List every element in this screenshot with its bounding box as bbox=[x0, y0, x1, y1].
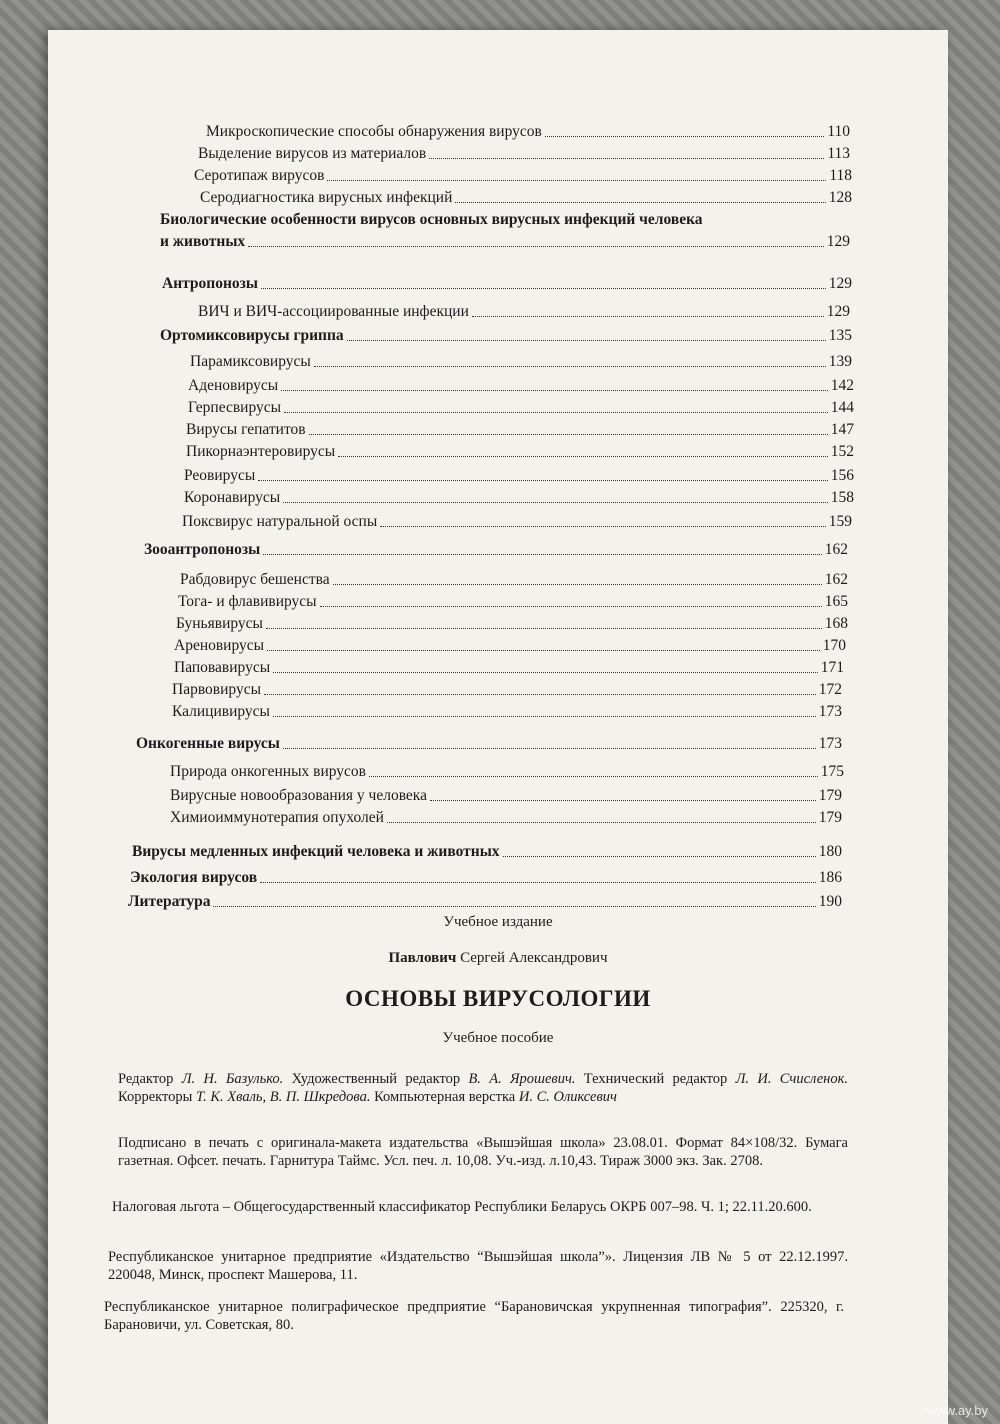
toc-leader-dots bbox=[380, 526, 826, 527]
staff-name: Л. Н. Базулько. bbox=[181, 1071, 284, 1087]
toc-leader-dots bbox=[273, 716, 816, 717]
toc-entry-label: Поксвирус натуральной оспы bbox=[182, 513, 378, 530]
toc-entry-label: Ортомиксовирусы гриппа bbox=[160, 327, 344, 344]
toc-entry bbox=[170, 786, 842, 805]
toc-leader-dots bbox=[260, 882, 816, 883]
toc-entry bbox=[130, 868, 842, 887]
toc-entry bbox=[128, 892, 842, 911]
toc-entry-page: 129 bbox=[826, 233, 850, 250]
toc-entry-label: Калицивирусы bbox=[172, 703, 270, 720]
toc-leader-dots bbox=[263, 554, 822, 555]
toc-entry-page: 175 bbox=[820, 763, 844, 780]
toc-entry-label: Зооантропонозы bbox=[144, 541, 261, 558]
toc-entry bbox=[170, 808, 842, 827]
book-subtitle: Учебное пособие bbox=[442, 1030, 554, 1046]
author-surname: Павлович bbox=[388, 950, 457, 966]
toc-entry-page: 165 bbox=[824, 593, 848, 610]
toc-entry bbox=[198, 302, 850, 321]
toc-entry-label: Парвовирусы bbox=[172, 681, 261, 698]
toc-leader-dots bbox=[320, 606, 822, 607]
toc-entry-page: 172 bbox=[818, 681, 842, 698]
toc-entry-label: Выделение вирусов из материалов bbox=[198, 145, 427, 162]
toc-leader-dots bbox=[258, 480, 828, 481]
toc-entry-page: 162 bbox=[824, 571, 848, 588]
toc-entry-page: 118 bbox=[829, 167, 852, 184]
book-title: ОСНОВЫ ВИРУСОЛОГИИ bbox=[345, 986, 651, 1011]
toc-entry bbox=[190, 352, 852, 371]
toc-entry-page: 179 bbox=[818, 787, 842, 804]
staff-text: Корректоры bbox=[118, 1089, 197, 1105]
toc-leader-dots bbox=[369, 776, 818, 777]
toc-entry bbox=[184, 488, 854, 507]
toc-entry bbox=[174, 658, 844, 677]
toc-entry bbox=[188, 398, 854, 417]
toc-entry-page: 113 bbox=[827, 145, 850, 162]
toc-entry-label: Химиоиммунотерапия опухолей bbox=[170, 809, 384, 826]
toc-leader-dots bbox=[267, 650, 820, 651]
toc-leader-dots bbox=[387, 822, 816, 823]
toc-entry-page: 170 bbox=[822, 637, 846, 654]
staff-credits bbox=[118, 1070, 848, 1106]
toc-entry bbox=[136, 734, 842, 753]
toc-entry-label: Буньявирусы bbox=[176, 615, 263, 632]
toc-leader-dots bbox=[327, 180, 826, 181]
edition-type: Учебное издание bbox=[443, 914, 553, 930]
toc-entry bbox=[180, 570, 848, 589]
toc-entry-label: Серодиагностика вирусных инфекций bbox=[200, 189, 453, 206]
toc-entry-label: Тога- и флавивирусы bbox=[178, 593, 317, 610]
toc-entry-label: Серотипаж вирусов bbox=[194, 167, 325, 184]
toc-leader-dots bbox=[338, 456, 828, 457]
toc-entry-page: 147 bbox=[830, 421, 854, 438]
author bbox=[48, 950, 948, 967]
toc-leader-dots bbox=[429, 158, 824, 159]
tax-info: Налоговая льгота – Общегосударственный классификатор Республики Беларусь ОКРБ 007–98. Ч. 1; 22.11.20.600. bbox=[112, 1199, 812, 1215]
toc-entry bbox=[176, 614, 848, 633]
staff-name: Л. И. Счисленок. bbox=[735, 1071, 848, 1087]
toc-entry-label: Микроскопические способы обнаружения вирусов bbox=[206, 123, 542, 140]
toc-entry-page: 180 bbox=[818, 843, 842, 860]
toc-entry-page: 168 bbox=[824, 615, 848, 632]
toc-entry-page: 139 bbox=[828, 353, 852, 370]
toc-leader-dots bbox=[273, 672, 818, 673]
toc-entry-label: Вирусные новообразования у человека bbox=[170, 787, 427, 804]
toc-entry bbox=[182, 512, 852, 531]
toc-entry bbox=[194, 166, 852, 185]
toc-entry-label-line1: Биологические особенности вирусов основных вирусных инфекций человека bbox=[160, 211, 703, 228]
toc-entry-page: 110 bbox=[827, 123, 850, 140]
toc-entry-label: Коронавирусы bbox=[184, 489, 281, 506]
toc-entry-label: Пикорнаэнтеровирусы bbox=[186, 443, 336, 460]
toc-leader-dots bbox=[430, 800, 816, 801]
toc-entry bbox=[172, 702, 842, 721]
staff-name: И. С. Оликсевич bbox=[518, 1089, 617, 1105]
toc-leader-dots bbox=[472, 316, 824, 317]
toc-leader-dots bbox=[309, 434, 828, 435]
toc-leader-dots bbox=[347, 340, 826, 341]
watermark: www.ay.by bbox=[926, 1403, 988, 1418]
toc-entry bbox=[206, 122, 850, 141]
toc-entry bbox=[200, 188, 852, 207]
toc-entry bbox=[144, 540, 848, 559]
toc-entry-page: 129 bbox=[826, 303, 850, 320]
toc-leader-dots bbox=[264, 694, 816, 695]
staff-name: Т. К. Хваль, В. П. Шкредова. bbox=[196, 1089, 371, 1105]
toc-entry-label: Герпесвирусы bbox=[188, 399, 282, 416]
toc-entry-page: 173 bbox=[818, 703, 842, 720]
toc-leader-dots bbox=[545, 136, 824, 137]
toc-entry-page: 144 bbox=[830, 399, 854, 416]
toc-leader-dots bbox=[455, 202, 825, 203]
toc-leader-dots bbox=[333, 584, 822, 585]
toc-entry-page: 129 bbox=[828, 275, 852, 292]
toc-entry-label: и животных bbox=[160, 233, 246, 250]
toc-entry-page: 173 bbox=[818, 735, 842, 752]
toc-entry-page: 190 bbox=[818, 893, 842, 910]
toc-entry-label: Литература bbox=[128, 893, 211, 910]
toc-entry-page: 135 bbox=[828, 327, 852, 344]
toc-entry-label: ВИЧ и ВИЧ-ассоциированные инфекции bbox=[198, 303, 469, 320]
publisher-info: Республиканское унитарное предприятие «Издательство “Вышэйшая школа”». Лицензия ЛВ № 5 от 22.12.1997. 220048, Минск, проспект Машерова, 11. bbox=[108, 1249, 848, 1283]
staff-text: Технический редактор bbox=[575, 1071, 736, 1087]
toc-entry-label: Парамиксовирусы bbox=[190, 353, 311, 370]
toc-entry-page: 128 bbox=[828, 189, 852, 206]
staff-name: В. А. Ярошевич. bbox=[468, 1071, 576, 1087]
toc-entry bbox=[160, 232, 850, 251]
toc-entry bbox=[178, 592, 848, 611]
toc-leader-dots bbox=[283, 502, 828, 503]
toc-entry bbox=[184, 466, 854, 485]
toc-entry-label: Паповавирусы bbox=[174, 659, 271, 676]
toc-leader-dots bbox=[284, 412, 828, 413]
toc-entry-label: Антропонозы bbox=[162, 275, 258, 292]
staff-text: Художественный редактор bbox=[283, 1071, 469, 1087]
toc-entry bbox=[174, 636, 846, 655]
toc-entry-label: Вирусы медленных инфекций человека и животных bbox=[132, 843, 500, 860]
toc-entry-label: Онкогенные вирусы bbox=[136, 735, 280, 752]
toc-entry-label: Аденовирусы bbox=[188, 377, 279, 394]
toc-entry bbox=[186, 420, 854, 439]
toc-entry-label: Природа онкогенных вирусов bbox=[170, 763, 366, 780]
toc-entry-label: Экология вирусов bbox=[130, 869, 258, 886]
book-page bbox=[48, 30, 948, 1424]
toc-leader-dots bbox=[281, 390, 828, 391]
staff-text: Редактор bbox=[118, 1071, 182, 1087]
toc-entry bbox=[188, 376, 854, 395]
toc-leader-dots bbox=[213, 906, 815, 907]
toc-entry bbox=[160, 326, 852, 345]
print-info: Подписано в печать с оригинала-макета издательства «Вышэйшая школа» 23.08.01. Формат 84×108/32. Бумага газетная. Офсет. печать. Гарнитура Таймс. Усл. печ. л. 10,08. Уч.-изд. л.10,43. Тираж 3000 экз. Зак. 2708. bbox=[118, 1135, 848, 1169]
toc-entry-label: Реовирусы bbox=[184, 467, 256, 484]
toc-entry-page: 159 bbox=[828, 513, 852, 530]
toc-entry-label: Вирусы гепатитов bbox=[186, 421, 306, 438]
toc-leader-dots bbox=[261, 288, 826, 289]
toc-entry-label: Рабдовирус бешенства bbox=[180, 571, 330, 588]
toc-entry bbox=[162, 274, 852, 293]
toc-entry-page: 156 bbox=[830, 467, 854, 484]
toc-entry-page: 152 bbox=[830, 443, 854, 460]
toc-entry-page: 142 bbox=[830, 377, 854, 394]
toc-entry bbox=[132, 842, 842, 861]
toc-entry bbox=[172, 680, 842, 699]
toc-leader-dots bbox=[266, 628, 822, 629]
toc-entry bbox=[170, 762, 844, 781]
toc-entry-page: 158 bbox=[830, 489, 854, 506]
toc-leader-dots bbox=[248, 246, 824, 247]
toc-entry-label: Ареновирусы bbox=[174, 637, 265, 654]
toc-leader-dots bbox=[314, 366, 826, 367]
toc-entry-page: 186 bbox=[818, 869, 842, 886]
toc-leader-dots bbox=[283, 748, 816, 749]
toc-entry-page: 179 bbox=[818, 809, 842, 826]
toc-entry-page: 171 bbox=[820, 659, 844, 676]
author-name: Сергей Александрович bbox=[460, 950, 608, 966]
printer-info: Республиканское унитарное полиграфическое предприятие “Барановичская укрупненная типография”. 225320, г. Барановичи, ул. Советская, 80. bbox=[104, 1299, 844, 1333]
staff-text: Компьютерная верстка bbox=[370, 1089, 519, 1105]
toc-entry bbox=[198, 144, 850, 163]
toc-entry-page: 162 bbox=[824, 541, 848, 558]
toc-entry bbox=[186, 442, 854, 461]
toc-leader-dots bbox=[503, 856, 816, 857]
